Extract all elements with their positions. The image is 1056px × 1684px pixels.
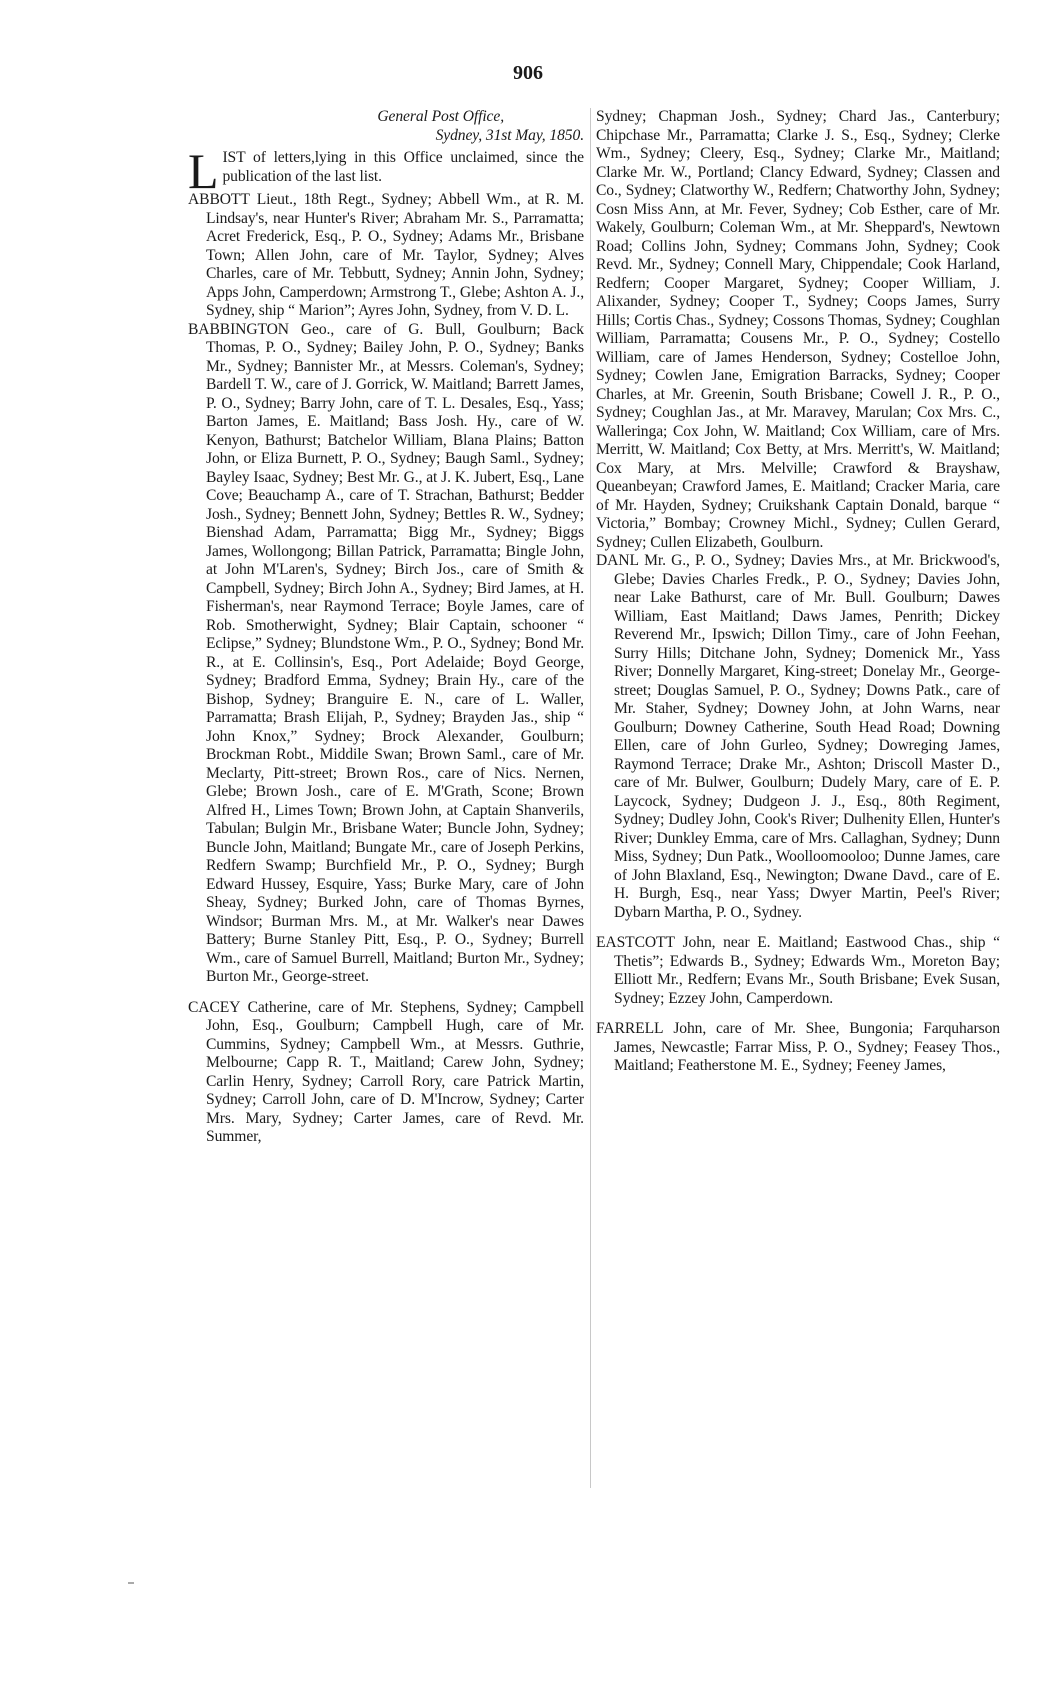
intro-paragraph [188, 143, 584, 199]
entry-text: John, care of Mr. Shee, Bungonia; Farquharson James, Newcastle; Farrar Miss, P. O., Sydney; Feasey Thos., Maitland; Featherstone M. E., Sydney; Feeney James, [614, 1020, 1000, 1074]
entry-heading: FARRELL [596, 1020, 664, 1037]
list-entry-c-continued [596, 108, 1000, 552]
dateline-date: Sydney, 31st May, 1850. [435, 126, 584, 144]
list-entry-a [188, 191, 584, 321]
list-entry-e [596, 934, 1000, 1008]
dateline-office: General Post Office, [377, 108, 504, 125]
dateline [188, 108, 584, 145]
entry-text: Lieut., 18th Regt., Sydney; Abbell Wm., at R. M. Lindsay's, near Hunter's River; Abraham Mr. S., Parramatta; Acret Frederick, Esq., P. O., Sydney; Adams Mr., Brisbane Town; Allen John, care of Mr. Taylor, Sydney; Alves Charles, care of Mr. Tebbutt, Sydney; Annin John, Sydney; Apps John, Camperdown; Armstrong T., Glebe; Ashton A. J., Sydney, ship “ Marion”; Ayres John, Sydney, from V. D. L. [206, 191, 584, 319]
entry-text: John, near E. Maitland; Eastwood Chas., ship “ Thetis”; Edwards B., Sydney; Edwards Wm., Moreton Bay; Elliott Mr., Redfern; Evans Mr., South Brisbane; Evek Susan, Sydney; Ezzey John, Camperdown. [614, 934, 1000, 1007]
list-entry-f [596, 1020, 1000, 1076]
stray-ink-mark [128, 1582, 134, 1584]
entry-heading: BABBINGTON [188, 320, 289, 338]
drop-cap: L [188, 143, 219, 199]
entry-heading: CACEY [188, 998, 241, 1016]
entry-heading: ABBOTT [188, 191, 250, 208]
list-entry-b [188, 321, 584, 987]
entry-text: Catherine, care of Mr. Stephens, Sydney; Campbell John, Esq., Goulburn; Campbell Hugh, care of Mr. Cummins, Sydney; Campbell Wm., at Messrs. Guthrie, Melbourne; Capp R. T., Maitland; Carew John, Sydney; Carlin Henry, Sydney; Carroll Rory, care Patrick Martin, Sydney; Carroll John, care of D. M'Incrow, Sydney; Carter Mrs. Mary, Sydney; Carter James, care of Revd. Mr. Summer, [206, 998, 584, 1145]
entry-text: Sydney; Chapman Josh., Sydney; Chard Jas., Canterbury; Chipchase Mr., Parramatta; Clarke J. S., Esq., Sydney; Clerke Wm., Sydney; Cleery, Esq., Sydney; Clarke Mr., Maitland; Clarke Mr. W., Portland; Clancy Edward, Sydney; Classen and Co., Sydney; Clatworthy W., Redfern; Chatworthy John, Sydney; Cosn Miss Ann, at Mr. Fever, Sydney; Cob Esther, care of Mr. Wakely, Goulburn; Coleman Wm., at Mr. Sheppard's, Newtown Road; Collins John, Sydney; Commans John, Sydney; Cook Revd. Mr., Sydney; Connell Mary, Chippendale; Cook Harland, Redfern; Cooper Margaret, Sydney; Cooper William, J. Alixander, Sydney; Cooper T., Sydney; Coops James, Surry Hills; Cortis Chas., Sydney; Cossons Thomas, Sydney; Coughlan William, Parramatta; Cousens Mr., P. O., Sydney; Costello William, care of James Henderson, Sydney; Costelloe John, Sydney; Cowlen Jane, Emigration Barracks, Sydney; Cooper Charles, at Mr. Greenin, South Brisbane; Cowell J. R., P. O., Sydney; Coughlan Jas., at Mr. Maravey, Marulan; Cox Mrs. C., Walleringa; Cox John, W. Maitland; Cox William, care of Mrs. Merritt, W. Maitland; Cox Betty, at Mrs. Merritt's, W. Maitland; Cox Mary, at Mrs. Melville; Crawford & Brayshaw, Queanbeyan; Crawford James, E. Maitland; Cracker Maria, care of Mr. Hayden, Sydney; Cruikshank Captain Donald, barque “ Victoria,” Bombay; Crowney Michl., Sydney; Cullen Gerard, Sydney; Cullen Elizabeth, Goulburn. [596, 108, 1000, 551]
entry-text: Mr. G., P. O., Sydney; Davies Mrs., at Mr. Brickwood's, Glebe; Davies Charles Fredk., P. O., Sydney; Davies John, near Lake Bathurst, care of Mr. Bull. Goulburn; Dawes William, East Maitland; Daws James, Penrith; Dickey Reverend Mr., Ipswich; Dillon Timy., care of John Feehan, Surry Hills; Ditchane John, Sydney; Domenick Mr., Yass River; Donnelly Margaret, King-street; Donelay Mr., George-street; Douglas Samuel, P. O., Sydney; Downs Patk., care of Mr. Staher, Sydney; Downey John, at John Warns, near Goulburn; Downey Catherine, South Head Road; Downing Ellen, care of John Gurleo, Sydney; Dowreging James, Raymond Terrace; Drake Mr., Ashton; Driscoll Master D., care of Mr. Bulwer, Goulburn; Dudely Mary, care of E. P. Laycock, Sydney; Dudgeon J. J., Esq., 80th Regiment, Sydney; Dudley John, Cook's River; Dulhenity Ellen, Hunter's River; Dunkley Emma, care of Mrs. Callaghan, Sydney; Dunn Miss, Sydney; Dun Patk., Woolloomooloo; Dunne James, care of John Blaxland, Esq., Newington; Dwane Davd., care of E. H. Burgh, Esq., near Yass; Dwyer Martin, Peel's River; Dybarn Martha, P. O., Sydney. [614, 552, 1000, 921]
page-number: 906 [513, 62, 543, 84]
entry-text: Geo., care of G. Bull, Goulburn; Back Thomas, P. O., Sydney; Bailey John, P. O., Sydney; Banks Mr., Sydney; Bannister Mr., at Messrs. Coleman's, Sydney; Bardell T. W., care of J. Gorrick, W. Maitland; Barrett James, P. O., Sydney; Barry John, care of T. L. Desales, Esq., Yass; Barton James, E. Maitland; Bass Josh. Hy., care of W. Kenyon, Bathurst; Batchelor William, Blana Plains; Batton John, or Eliza Burnett, P. O., Sydney; Baugh Saml., Sydney; Bayley Isaac, Sydney; Best Mr. G., at J. K. Jubert, Esq., Lane Cove; Beauchamp A., care of T. Strachan, Bathurst; Bedder Josh., Sydney; Bennett John, Sydney; Bettles R. W., Sydney; Bienshad Adam, Parramatta; Bigg Mr., Sydney; Biggs James, Wollongong; Billan Patrick, Parramatta; Bingle John, at John M'Laren's, Sydney; Birch Jos., care of Smith & Campbell, Sydney; Birch John A., Sydney; Bird James, at H. Fisherman's, near Raymond Terrace; Boyle James, care of Rob. Smotherwight, Sydney; Blair Captain, schooner “ Eclipse,” Sydney; Blundstone Wm., P. O., Sydney; Bond Mr. R., at E. Collinsin's, Esq., Port Adelaide; Boyd George, Sydney; Bradford Emma, Sydney; Brain Hy., care of the Bishop, Sydney; Branguire E. N., care of L. Waller, Parramatta; Brash Elijah, P., Sydney; Brayden Jas., ship “ John Knox,” Sydney; Brock Alexander, Goulburn; Brockman Robt., Middile Swan; Brown Saml., care of Mr. Meclarty, Pitt-street; Brown Ros., care of Nics. Nernen, Glebe; Brown Josh., care of E. M'Grath, Scone; Brown Alfred H., Limes Town; Brown John, at Captain Shanverils, Tabulan; Bulgin Mr., Brisbane Water; Buncle John, Sydney; Buncle John, Maitland; Bungate Mr., care of Joseph Perkins, Redfern Swamp; Burchfield Mr., P. O., Sydney; Burgh Edward Hussey, Esquire, Yass; Burke Mary, care of John Sheay, Sydney; Burked John, care of Thomas Byrnes, Windsor; Burman Mrs. M., at Mr. Walker's near Dawes Battery; Burne Stanley Pitt, Esq., P. O., Sydney; Burrell Wm., care of Samuel Burrell, Maitland; Burton Mr., Sydney; Burton Mr., George-street. [206, 320, 584, 985]
entry-heading: DANL [596, 552, 639, 569]
entry-heading: EASTCOTT [596, 934, 675, 951]
list-entry-d [596, 552, 1000, 922]
list-entry-c [188, 999, 584, 1147]
column-divider [590, 108, 591, 1488]
intro-text: IST of letters,lying in this Office unclaimed, since the publication of the last list. [222, 149, 584, 185]
right-column [596, 108, 1000, 1076]
left-column [188, 108, 584, 1147]
